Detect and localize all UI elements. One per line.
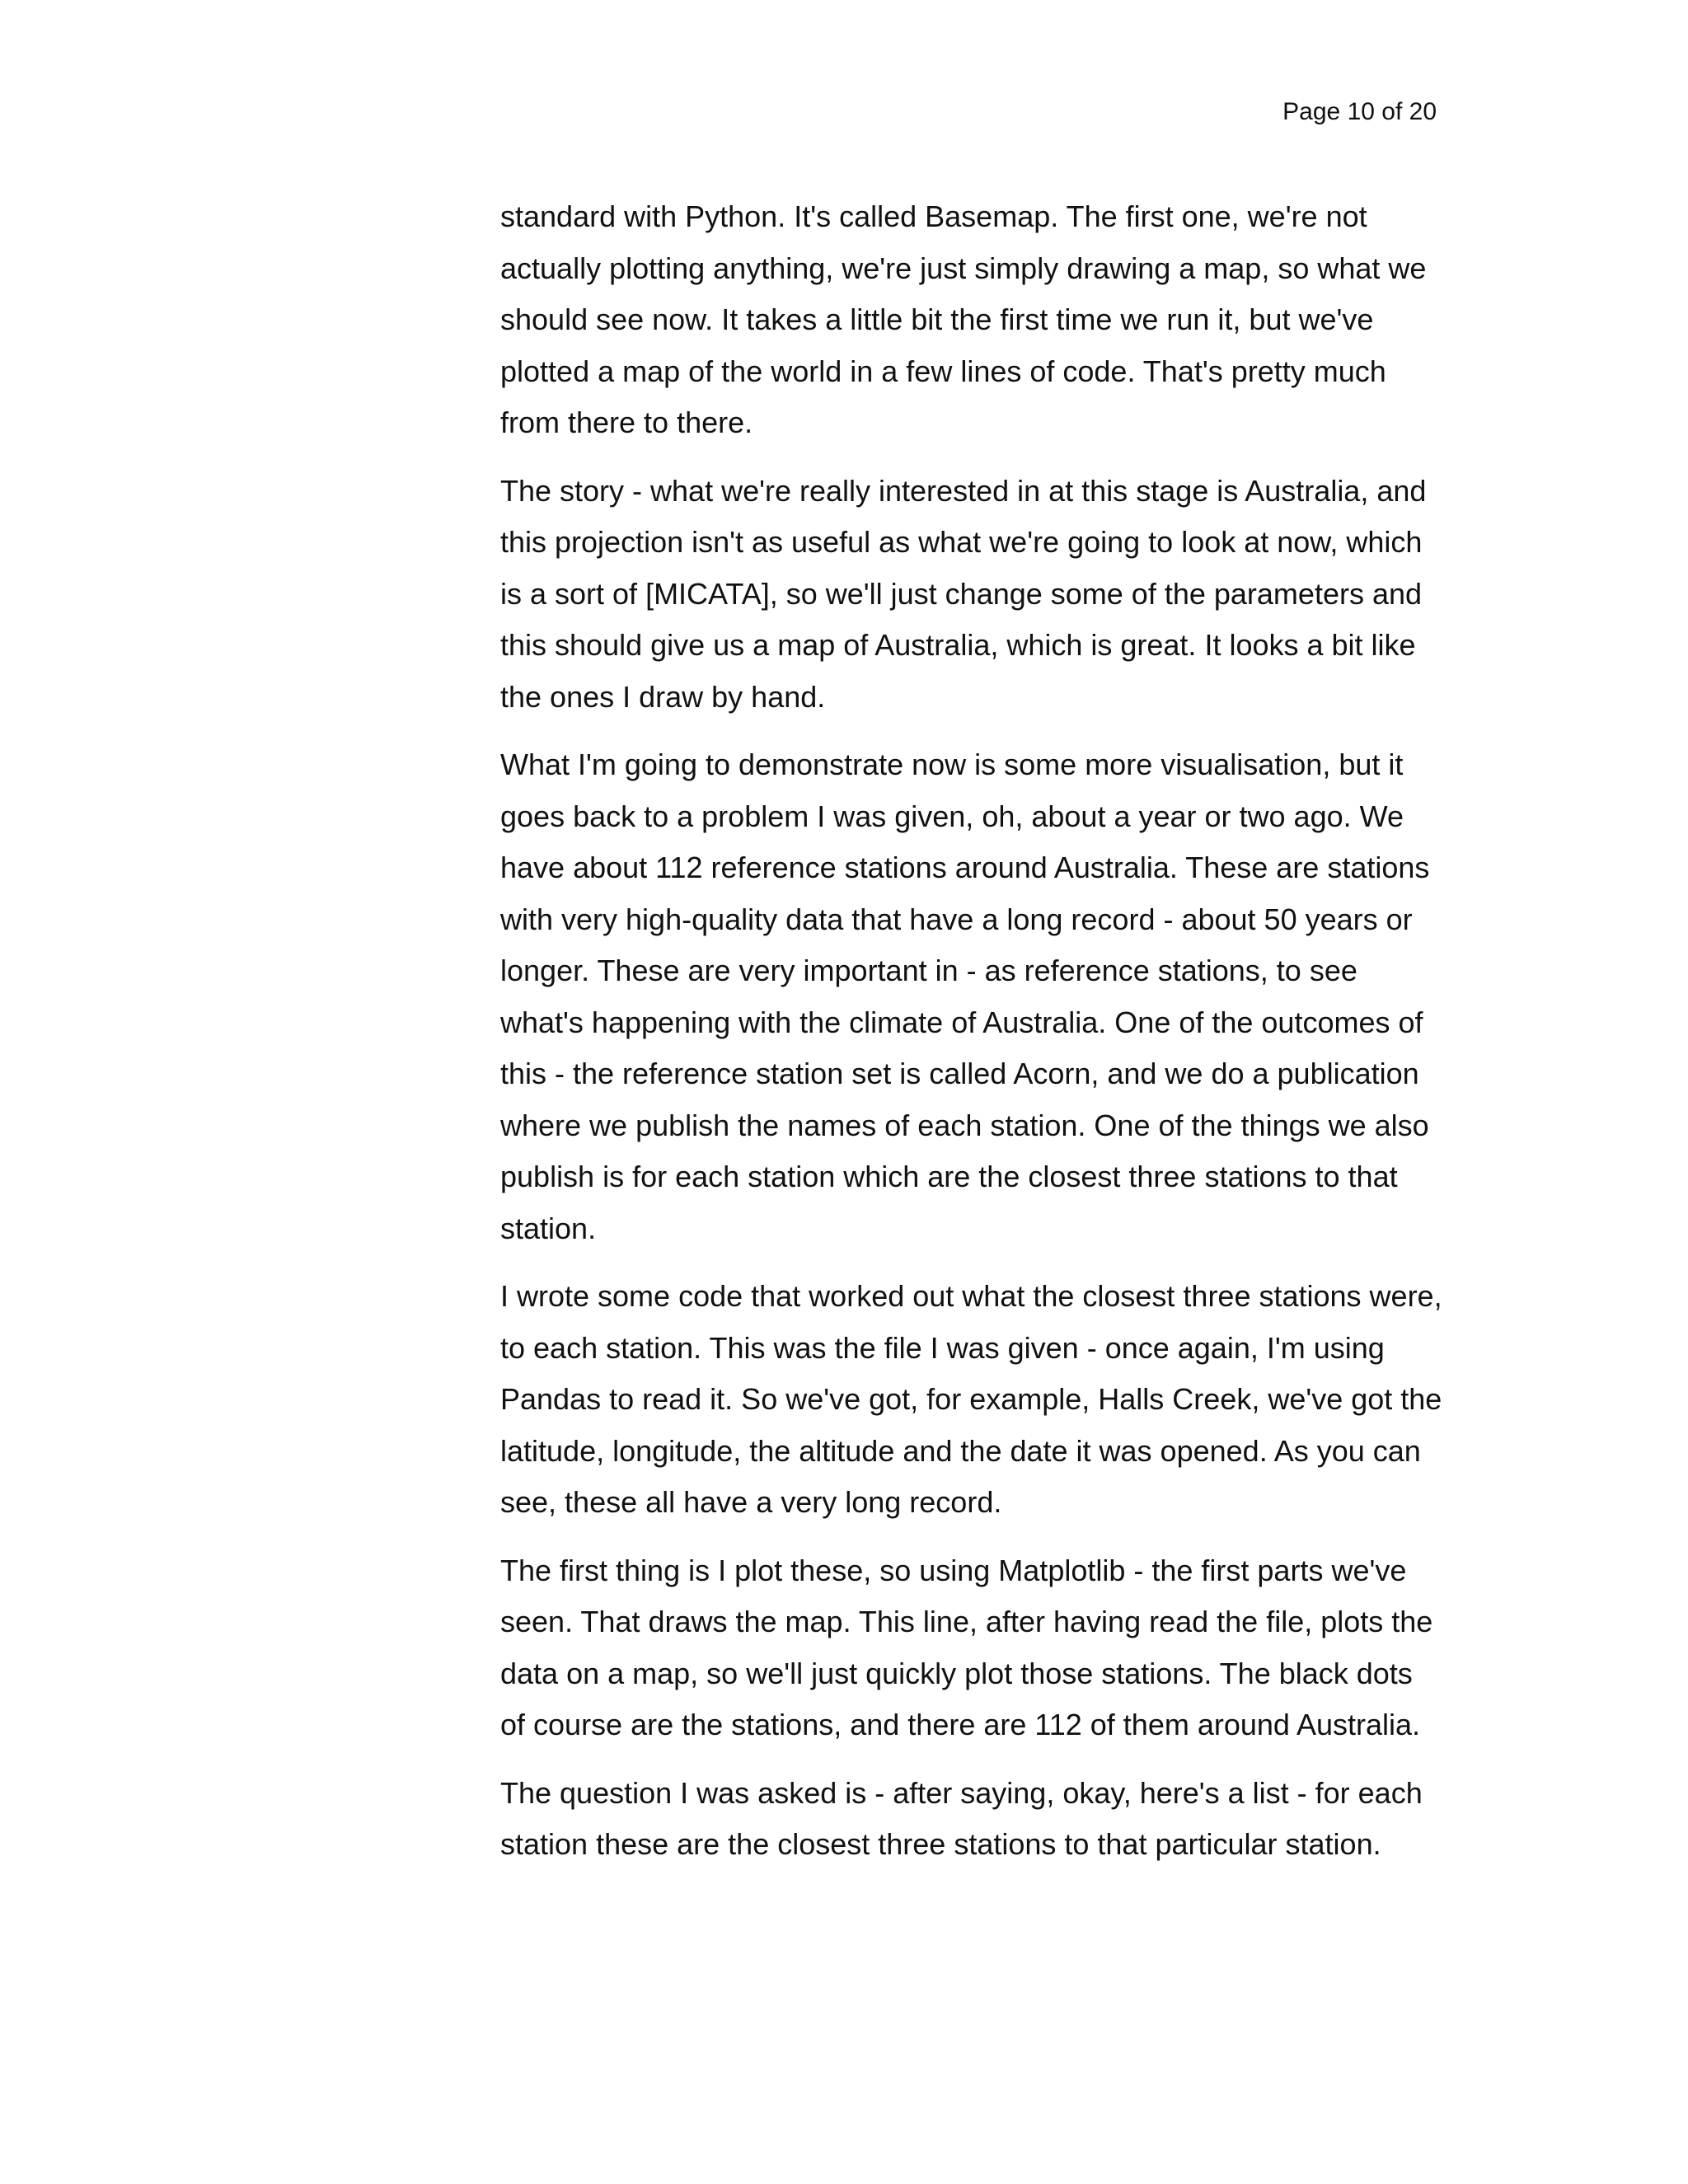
paragraph: standard with Python. It's called Basemap. The first one, we're not actually plotting anything, we're just simply drawing a map, so what we should see now. It takes a little bit the first time we run it, but we've plotted a map of the world in a few lines of code. That's pretty much from there to there. [500,199,1427,439]
paragraph: The first thing is I plot these, so using Matplotlib - the first parts we've seen. That draws the map. This line, after having read the file, plots the data on a map, so we'll just quickly plot those stations. The black dots of course are the stations, and there are 112 of them around Australia. [500,1553,1433,1741]
page-number: Page 10 of 20 [1282,98,1437,125]
paragraph: The story - what we're really interested in at this stage is Australia, and this projection isn't as useful as what we're going to look at now, which is a sort of [MICATA], so we'll just change some of the parameters and this should give us a map of Australia, which is great. It looks a bit like the ones I draw by hand. [500,473,1427,714]
paragraph: The question I was asked is - after saying, okay, here's a list - for each station these are the closest three stations to that particular station. [500,1775,1423,1861]
transcript-body [500,191,1444,1887]
paragraph: I wrote some code that worked out what the closest three stations were, to each station. This was the file I was given - once again, I'm using Pandas to read it. So we've got, for example, Halls Creek, we've got the latitude, longitude, the altitude and the date it was opened. As you can see, these all have a very long record. [500,1279,1442,1519]
paragraph: What I'm going to demonstrate now is some more visualisation, but it goes back to a problem I was given, oh, about a year or two ago. We have about 112 reference stations around Australia. These are stations with very high-quality data that have a long record - about 50 years or longer. These are very important in - as reference stations, to see what's happening with the climate of Australia. One of the outcomes of this - the reference station set is called Acorn, and we do a publication where we publish the names of each station. One of the things we also publish is for each station which are the closest three stations to that station. [500,748,1430,1245]
